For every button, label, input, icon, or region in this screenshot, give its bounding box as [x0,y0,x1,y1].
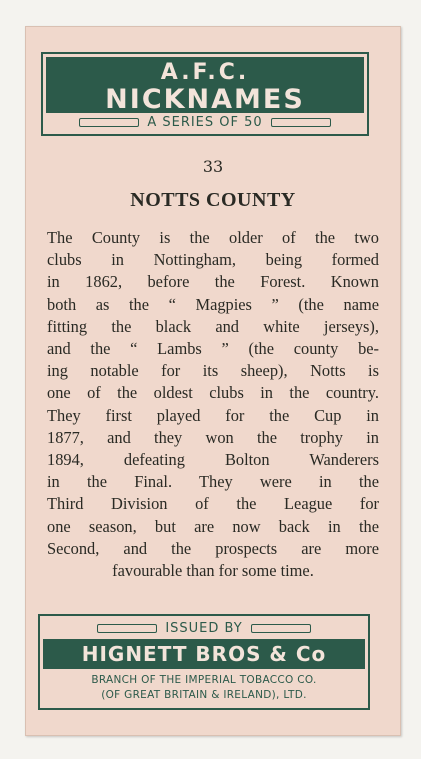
text-line: 1877, and they won the trophy in [47,427,379,447]
issued-by-label: ISSUED BY [165,620,243,636]
text-line: both as the “ Magpies ” (the name [47,294,379,314]
header-title-line2: NICKNAMES [105,84,305,115]
company-name-band: HIGNETT BROS & Co [43,639,365,669]
decorative-bar-right [271,118,331,127]
text-line: Third Division of the League for [47,494,379,514]
series-row [43,113,367,131]
club-name: NOTTS COUNTY [130,189,296,211]
text-line: one season, but are now back in the [47,516,379,536]
footer-plate [38,614,370,710]
cigarette-card [25,26,401,736]
text-line: in 1862, before the Forest. Known [47,272,379,292]
text-line: ing notable for its sheep), Notts is [47,361,379,381]
text-line: and the “ Lambs ” (the county be- [47,339,379,359]
card-number: 33 [202,157,224,176]
text-line: They first played for the Cup in [47,405,379,425]
series-label: A SERIES OF 50 [147,114,263,130]
description-text [47,227,379,582]
text-line: The County is the older of the two [47,228,379,247]
text-line: in the Final. They were in the [47,472,379,492]
text-line: one of the oldest clubs in the country. [47,383,379,403]
header-title-line1: A.F.C. [160,60,250,85]
text-line: clubs in Nottingham, being formed [47,250,379,270]
branch-line: BRANCH OF THE IMPERIAL TOBACCO CO. [91,674,317,686]
issued-by-row [40,619,368,637]
header-plate [41,52,369,136]
decorative-bar-left [97,624,157,633]
decorative-bar-right [251,624,311,633]
header-title-band [46,57,364,113]
text-line: Second, and the prospects are more [47,538,379,558]
decorative-bar-left [79,118,139,127]
text-line: fitting the black and white jerseys), [47,316,379,336]
text-line-last: favourable than for some time. [112,561,314,581]
text-line: 1894, defeating Bolton Wanderers [47,450,379,470]
country-line: (OF GREAT BRITAIN & IRELAND), LTD. [101,689,307,701]
